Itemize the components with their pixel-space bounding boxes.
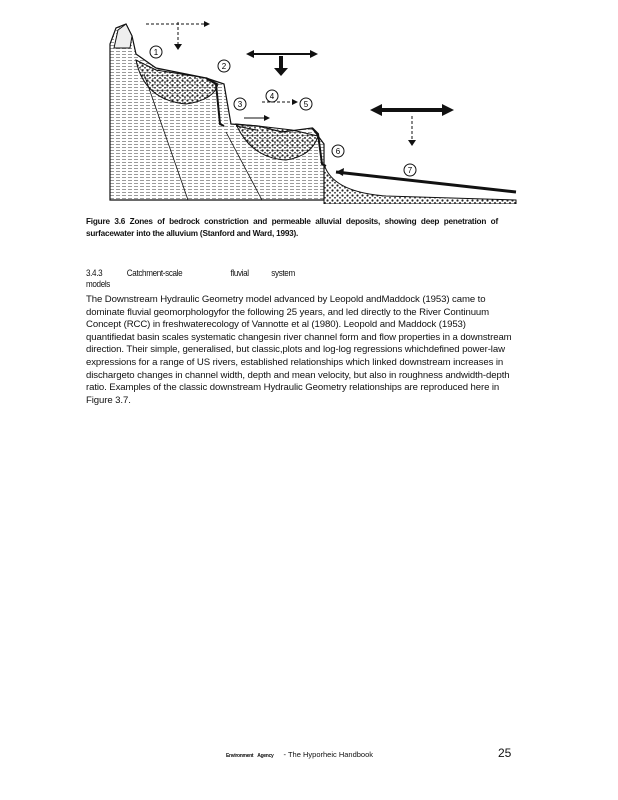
page-number: 25 [498, 746, 512, 760]
section-title-word-4: models [86, 279, 110, 290]
section-title-word-2: fluvial [230, 268, 249, 279]
alluvial-deposit-3 [324, 164, 516, 204]
svg-text:5: 5 [303, 100, 309, 109]
footer-report: Agency [257, 753, 274, 759]
svg-text:2: 2 [221, 62, 227, 71]
callout-5 [300, 98, 312, 110]
section-heading [86, 268, 341, 290]
river-surface-arrowhead [336, 168, 344, 176]
callout-3 [234, 98, 246, 110]
section-title-word-1: Catchment-scale [126, 268, 183, 279]
svg-text:1: 1 [153, 48, 159, 57]
callout-4 [266, 90, 278, 102]
river-surface [336, 172, 516, 192]
footer-title: - The Hyporheic Handbook [283, 750, 374, 759]
svg-text:7: 7 [407, 166, 413, 175]
svg-text:6: 6 [335, 147, 341, 156]
section-title-word-3: system [271, 268, 295, 279]
figure-caption: Figure 3.6 Zones of bedrock constriction and permeable alluvial deposits, showing deep penetration of surfacewater into the alluvium (Stanford and Ward, 1993). [86, 217, 498, 238]
footer-org: Environment [226, 753, 254, 759]
bedrock-mass [110, 24, 324, 200]
callout-6 [332, 145, 344, 157]
callout-1 [150, 46, 162, 58]
callout-7 [404, 164, 416, 176]
svg-text:3: 3 [237, 100, 243, 109]
callout-2 [218, 60, 230, 72]
page-footer [226, 750, 526, 759]
svg-text:4: 4 [269, 92, 275, 101]
figure-3-6-illustration [86, 14, 526, 204]
body-paragraph: The Downstream Hydraulic Geometry model advanced by Leopold andMaddock (1953) came to dominate fluvial geomorphologyfor the following 25 years, and led directly to the River Continuum Concept (RCC) in freshwaterecology of Vannotte et al (1980). Leopold and Maddock (1953) quantifiedat basin scales systematic changesin river channel form and flow properties in a downstream direction. Their simple, generalised, but classic,plots and log-log regressions whichdefined power-law expressions for a range of US rivers, established relationships which linked downstream increases in dischargeto changes in channel width, depth and mean velocity, but also in roughness andwidth-depth ratio. Examples of the classic downstream Hydraulic Geometry relationships are reproduced here in Figure 3.7. [86, 294, 512, 406]
section-number: 3.4.3 [86, 268, 103, 279]
